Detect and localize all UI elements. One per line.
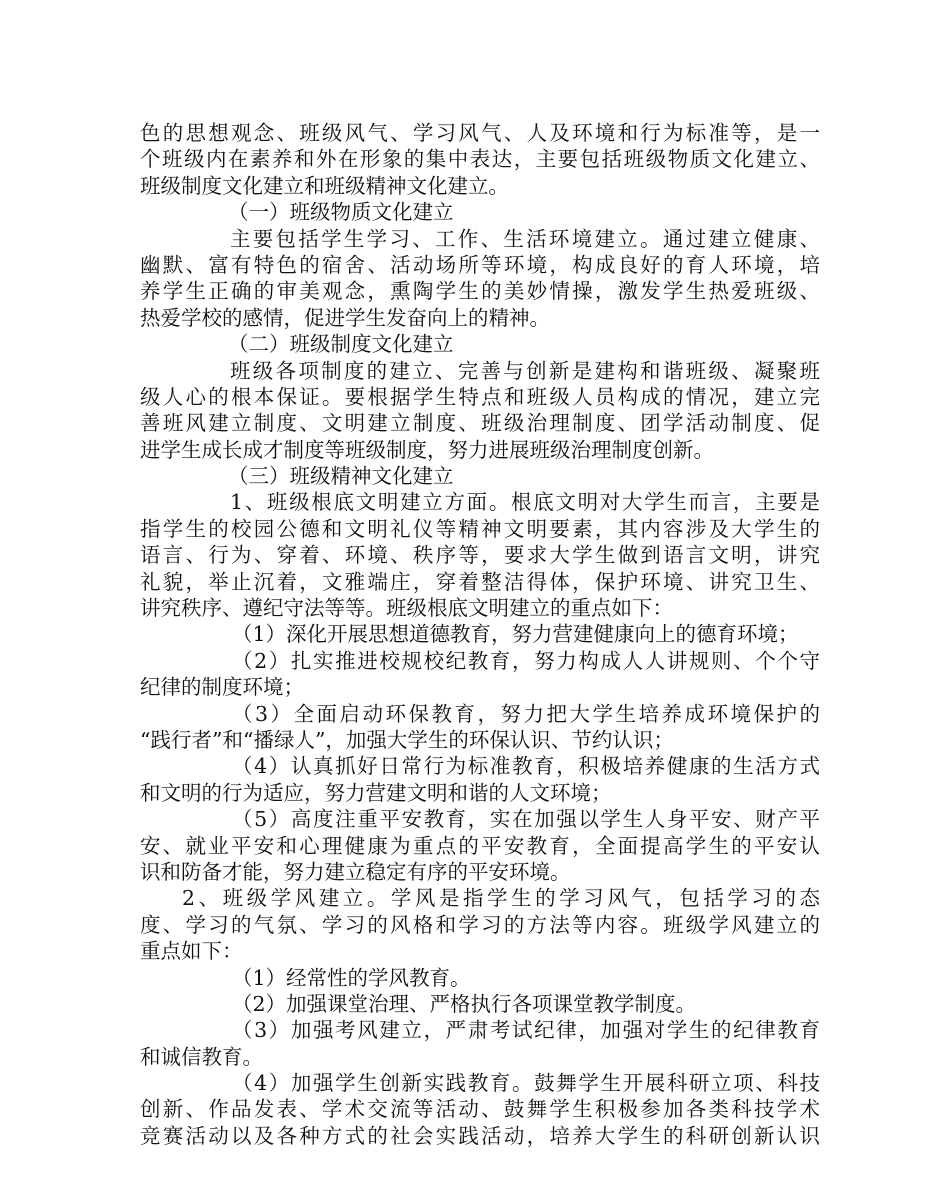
list-item: （2）加强课堂治理、严格执行各项课堂教学制度。 — [232, 991, 697, 1016]
body-line: 色的思想观念、班级风气、学习风气、人及环境和行为标准等，是一 — [140, 121, 820, 145]
body-line: 进学生成长成才制度等班级制度，努力进展班级治理制度创新。 — [140, 437, 714, 462]
body-line: 善班风建立制度、文明建立制度、班级治理制度、团学活动制度、促 — [140, 411, 820, 436]
body-line: 个班级内在素养和外在形象的集中表达，主要包括班级物质文化建立、 — [140, 147, 820, 172]
body-line: 语言、行为、穿着、环境、秩序等，要求大学生做到语言文明，讲究 — [140, 543, 820, 568]
body-line: 识和防备才能，努力建立稳定有序的平安环境。 — [140, 859, 571, 884]
body-line: 指学生的校园公德和文明礼仪等精神文明要素，其内容涉及大学生的 — [140, 516, 820, 541]
section-heading: （二）班级制度文化建立 — [228, 332, 454, 357]
section-heading: （三）班级精神文化建立 — [228, 464, 454, 489]
list-item: （4）认真抓好日常行为标准教育，积极培养健康的生活方式 — [232, 754, 820, 779]
body-line: 安、就业平安和心理健康为重点的平安教育，全面提高学生的平安认 — [140, 833, 820, 858]
body-line: 幽默、富有特色的宿舍、活动场所等环境，构成良好的育人环境，培 — [140, 252, 820, 277]
body-line: 和文明的行为适应，努力营建文明和谐的人文环境； — [140, 780, 612, 805]
body-line: “践行者”和“播绿人”，加强大学生的环保认识、节约认识； — [140, 727, 674, 752]
body-line: 讲究秩序、遵纪守法等等。班级根底文明建立的重点如下： — [140, 596, 673, 621]
body-line: 1、班级根底文明建立方面。根底文明对大学生而言，主要是 — [230, 490, 820, 515]
body-line: 和诚信教育。 — [140, 1044, 263, 1069]
body-line: 热爱学校的感情，促进学生发奋向上的精神。 — [140, 305, 550, 330]
list-item: （4）加强学生创新实践教育。鼓舞学生开展科研立项、科技 — [232, 1071, 820, 1096]
list-item: （5）高度注重平安教育，实在加强以学生人身平安、财产平 — [232, 807, 820, 832]
body-line: 主要包括学生学习、工作、生活环境建立。通过建立健康、 — [230, 226, 820, 251]
list-item: （1）经常性的学风教育。 — [232, 965, 471, 990]
list-item: （3）加强考风建立，严肃考试纪律，加强对学生的纪律教育 — [232, 1018, 820, 1043]
body-line: 竞赛活动以及各种方式的社会实践活动，培养大学生的科研创新认识 — [140, 1123, 820, 1148]
body-line: 班级制度文化建立和班级精神文化建立。 — [140, 173, 509, 198]
list-item: （2）扎实推进校规校纪教育，努力构成人人讲规则、个个守 — [232, 648, 820, 673]
body-line: 养学生正确的审美观念，熏陶学生的美妙情操，激发学生热爱班级、 — [140, 279, 820, 304]
list-item: （1）深化开展思想道德教育，努力营建健康向上的德育环境； — [232, 622, 799, 647]
body-line: 纪律的制度环境； — [140, 675, 304, 700]
body-line: 度、学习的气氛、学习的风格和学习的方法等内容。班级学风建立的 — [140, 912, 820, 937]
body-line: 礼貌，举止沉着，文雅端庄，穿着整洁得体，保护环境、讲究卫生、 — [140, 569, 820, 594]
body-line: 班级各项制度的建立、完善与创新是建构和谐班级、凝聚班 — [230, 358, 820, 383]
body-line: 级人心的根本保证。要根据学生特点和班级人员构成的情况，建立完 — [140, 384, 820, 409]
document-page — [140, 120, 820, 1149]
body-line: 创新、作品发表、学术交流等活动、鼓舞学生积极参加各类科技学术 — [140, 1097, 820, 1122]
section-heading: （一）班级物质文化建立 — [228, 200, 454, 225]
body-line: 重点如下： — [140, 939, 243, 964]
body-line: 2、班级学风建立。学风是指学生的学习风气，包括学习的态 — [182, 886, 820, 911]
list-item: （3）全面启动环保教育，努力把大学生培养成环境保护的 — [232, 701, 820, 726]
